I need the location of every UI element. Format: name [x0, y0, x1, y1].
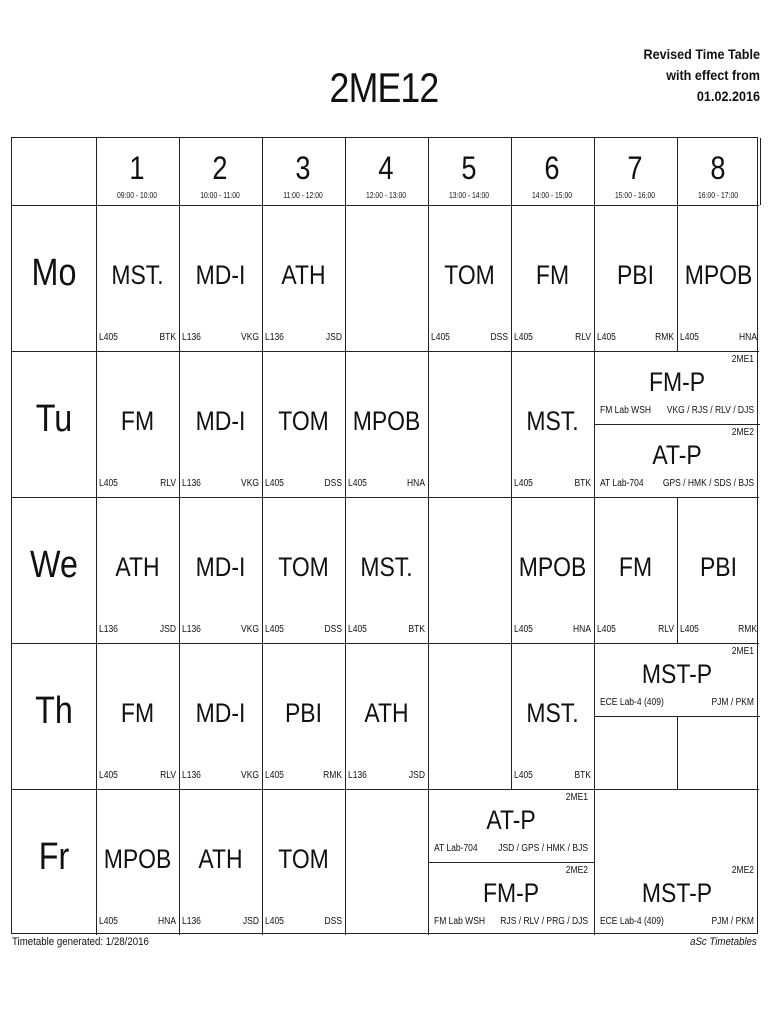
lesson-room: L405 [514, 332, 533, 343]
lesson-subject: MST. [526, 406, 579, 436]
lesson-subject: MST. [526, 698, 579, 728]
lesson-room: L136 [182, 770, 201, 781]
lesson-subject: MST. [111, 260, 164, 290]
grid-line [179, 497, 180, 643]
lesson-teacher: RJS / RLV / PRG / DJS [500, 916, 588, 927]
day-label: Tu [35, 398, 73, 440]
lesson-teacher: RLV [658, 624, 674, 635]
lesson-group: 2ME2 [731, 865, 754, 876]
lesson-teacher: JSD [325, 332, 342, 343]
lesson-teacher: RLV [160, 770, 176, 781]
lesson-room: FM Lab WSH [600, 405, 652, 416]
grid-line [345, 138, 346, 205]
lesson-subject: TOM [278, 406, 329, 436]
lesson-room: L405 [265, 624, 284, 635]
lesson-teacher: VKG [241, 332, 259, 343]
grid-line [96, 138, 97, 205]
period-time: 09:00 - 10:00 [116, 191, 158, 200]
lesson-teacher: BTK [408, 624, 425, 635]
revised-note [560, 44, 760, 107]
lesson-subject: MPOB [103, 844, 172, 874]
grid-line [12, 643, 759, 644]
grid-line [12, 789, 759, 790]
lesson-teacher: BTK [159, 332, 176, 343]
lesson-subject: MST-P [641, 659, 713, 689]
lesson-subject: MPOB [518, 552, 587, 582]
lesson-teacher: RMK [655, 332, 674, 343]
period-number: 6 [544, 150, 560, 186]
grid-line [594, 424, 760, 425]
lesson-subject: AT-P [652, 440, 702, 470]
grid-line [511, 138, 512, 205]
lesson-subject: TOM [444, 260, 495, 290]
lesson-teacher: HNA [158, 916, 176, 927]
lesson-subject: ATH [115, 552, 160, 582]
lesson-teacher: RLV [575, 332, 591, 343]
day-label: Fr [38, 836, 70, 878]
grid-line [760, 138, 761, 205]
lesson-room: L136 [265, 332, 284, 343]
generated-note: Timetable generated: 1/28/2016 [12, 936, 149, 948]
lesson-subject: MST-P [641, 878, 713, 908]
lesson-group: 2ME1 [731, 646, 754, 657]
lesson-teacher: DSS [324, 478, 342, 489]
grid-line [345, 789, 346, 935]
lesson-room: L405 [265, 916, 284, 927]
grid-line [96, 205, 97, 351]
grid-line [511, 497, 512, 643]
lesson-room: ECE Lab-4 (409) [600, 916, 664, 927]
lesson-teacher: BTK [574, 478, 591, 489]
lesson-teacher: DSS [490, 332, 508, 343]
grid-line [677, 205, 678, 351]
grid-line [428, 862, 594, 863]
lesson-room: L136 [182, 624, 201, 635]
lesson-subject: PBI [699, 552, 738, 582]
lesson-room: L136 [182, 332, 201, 343]
lesson-room: L405 [431, 332, 450, 343]
lesson-room: L405 [265, 770, 284, 781]
lesson-teacher: HNA [739, 332, 757, 343]
day-label: Mo [31, 252, 77, 294]
lesson-teacher: VKG [241, 478, 259, 489]
lesson-room: L136 [348, 770, 367, 781]
lesson-subject: MD-I [195, 406, 246, 436]
lesson-room: ECE Lab-4 (409) [600, 697, 664, 708]
grid-line [12, 497, 759, 498]
lesson-teacher: RLV [160, 478, 176, 489]
lesson-group: 2ME2 [731, 427, 754, 438]
lesson-subject: MST. [360, 552, 413, 582]
lesson-teacher: DSS [324, 916, 342, 927]
grid-line [428, 205, 429, 351]
lesson-subject: FM [535, 260, 570, 290]
grid-line [594, 789, 595, 935]
lesson-room: L405 [514, 770, 533, 781]
lesson-room: L405 [514, 624, 533, 635]
lesson-subject: MPOB [352, 406, 421, 436]
lesson-room: L405 [680, 624, 699, 635]
revised-note-line: Revised Time Table [643, 46, 760, 62]
lesson-room: L405 [348, 478, 367, 489]
lesson-subject: MD-I [195, 698, 246, 728]
grid-line [96, 643, 97, 789]
grid-line [179, 789, 180, 935]
lesson-teacher: JSD [408, 770, 425, 781]
lesson-subject: PBI [284, 698, 323, 728]
lesson-room: L405 [680, 332, 699, 343]
grid-line [677, 138, 678, 205]
lesson-room: L136 [182, 916, 201, 927]
lesson-subject: AT-P [486, 805, 536, 835]
period-number: 8 [710, 150, 726, 186]
grid-line [262, 497, 263, 643]
lesson-subject: FM [618, 552, 653, 582]
lesson-group: 2ME1 [731, 354, 754, 365]
lesson-teacher: PJM / PKM [711, 697, 754, 708]
lesson-room: L136 [99, 624, 118, 635]
grid-line [179, 643, 180, 789]
period-time: 14:00 - 15:00 [531, 191, 573, 200]
grid-line [12, 205, 759, 206]
period-time: 11:00 - 12:00 [283, 191, 323, 200]
lesson-subject: FM-P [648, 367, 706, 397]
grid-line [96, 497, 97, 643]
lesson-subject: FM [120, 698, 155, 728]
grid-line [262, 351, 263, 497]
grid-line [262, 789, 263, 935]
grid-line [511, 643, 512, 789]
lesson-room: L405 [597, 332, 616, 343]
grid-line [677, 497, 678, 643]
timetable-grid [11, 137, 758, 934]
lesson-room: FM Lab WSH [434, 916, 486, 927]
grid-line [677, 716, 678, 789]
lesson-subject: FM-P [482, 878, 540, 908]
grid-line [594, 497, 595, 643]
lesson-teacher: RMK [738, 624, 757, 635]
lesson-room: L405 [99, 916, 118, 927]
period-number: 7 [627, 150, 643, 186]
lesson-subject: ATH [281, 260, 326, 290]
period-time: 12:00 - 13:00 [365, 191, 407, 200]
grid-line [345, 351, 346, 497]
grid-line [179, 138, 180, 205]
grid-line [428, 497, 429, 643]
lesson-room: AT Lab-704 [600, 478, 644, 489]
lesson-teacher: DSS [324, 624, 342, 635]
grid-line [345, 497, 346, 643]
lesson-group: 2ME2 [565, 865, 588, 876]
grid-line [594, 138, 595, 205]
lesson-teacher: JSD [242, 916, 259, 927]
grid-line [345, 205, 346, 351]
period-number: 3 [295, 150, 311, 186]
grid-line [345, 643, 346, 789]
period-time: 16:00 - 17:00 [697, 191, 739, 200]
lesson-subject: PBI [616, 260, 655, 290]
grid-line [428, 138, 429, 205]
lesson-room: L405 [348, 624, 367, 635]
grid-line [262, 205, 263, 351]
lesson-teacher: VKG [241, 770, 259, 781]
lesson-room: L405 [99, 332, 118, 343]
lesson-subject: MD-I [195, 260, 246, 290]
grid-line [428, 351, 429, 497]
lesson-subject: MPOB [684, 260, 753, 290]
grid-line [511, 205, 512, 351]
lesson-subject: ATH [198, 844, 243, 874]
grid-line [96, 789, 97, 935]
lesson-teacher: VKG / RJS / RLV / DJS [666, 405, 754, 416]
grid-line [96, 351, 97, 497]
lesson-room: L405 [99, 770, 118, 781]
lesson-teacher: VKG [241, 624, 259, 635]
lesson-room: AT Lab-704 [434, 843, 478, 854]
lesson-room: L405 [597, 624, 616, 635]
grid-line [262, 643, 263, 789]
grid-line [428, 643, 429, 789]
grid-line [511, 351, 512, 497]
period-time: 15:00 - 16:00 [614, 191, 656, 200]
lesson-teacher: JSD / GPS / HMK / BJS [498, 843, 588, 854]
day-label: We [30, 544, 78, 586]
grid-line [179, 205, 180, 351]
grid-line [594, 716, 760, 717]
page-title: 2ME12 [329, 64, 439, 111]
day-label: Th [35, 690, 73, 732]
lesson-room: L405 [265, 478, 284, 489]
lesson-group: 2ME1 [565, 792, 588, 803]
grid-line [262, 138, 263, 205]
grid-line [12, 351, 759, 352]
grid-line [594, 205, 595, 351]
lesson-teacher: BTK [574, 770, 591, 781]
period-number: 2 [212, 150, 228, 186]
lesson-teacher: JSD [159, 624, 176, 635]
lesson-subject: MD-I [195, 552, 246, 582]
lesson-room: L405 [514, 478, 533, 489]
period-time: 13:00 - 14:00 [448, 191, 490, 200]
lesson-subject: TOM [278, 552, 329, 582]
grid-line [179, 351, 180, 497]
lesson-room: L405 [99, 478, 118, 489]
lesson-room: L136 [182, 478, 201, 489]
period-number: 5 [461, 150, 477, 186]
revised-note-line: with effect from [666, 67, 760, 83]
lesson-teacher: HNA [573, 624, 591, 635]
lesson-teacher: RMK [323, 770, 342, 781]
period-number: 1 [129, 150, 145, 186]
lesson-subject: ATH [364, 698, 409, 728]
lesson-subject: TOM [278, 844, 329, 874]
lesson-teacher: PJM / PKM [711, 916, 754, 927]
revised-note-line: 01.02.2016 [696, 88, 760, 104]
period-number: 4 [378, 150, 394, 186]
lesson-subject: FM [120, 406, 155, 436]
period-time: 10:00 - 11:00 [200, 191, 240, 200]
lesson-teacher: HNA [407, 478, 425, 489]
lesson-teacher: GPS / HMK / SDS / BJS [662, 478, 754, 489]
brand-note: aSc Timetables [690, 936, 757, 948]
